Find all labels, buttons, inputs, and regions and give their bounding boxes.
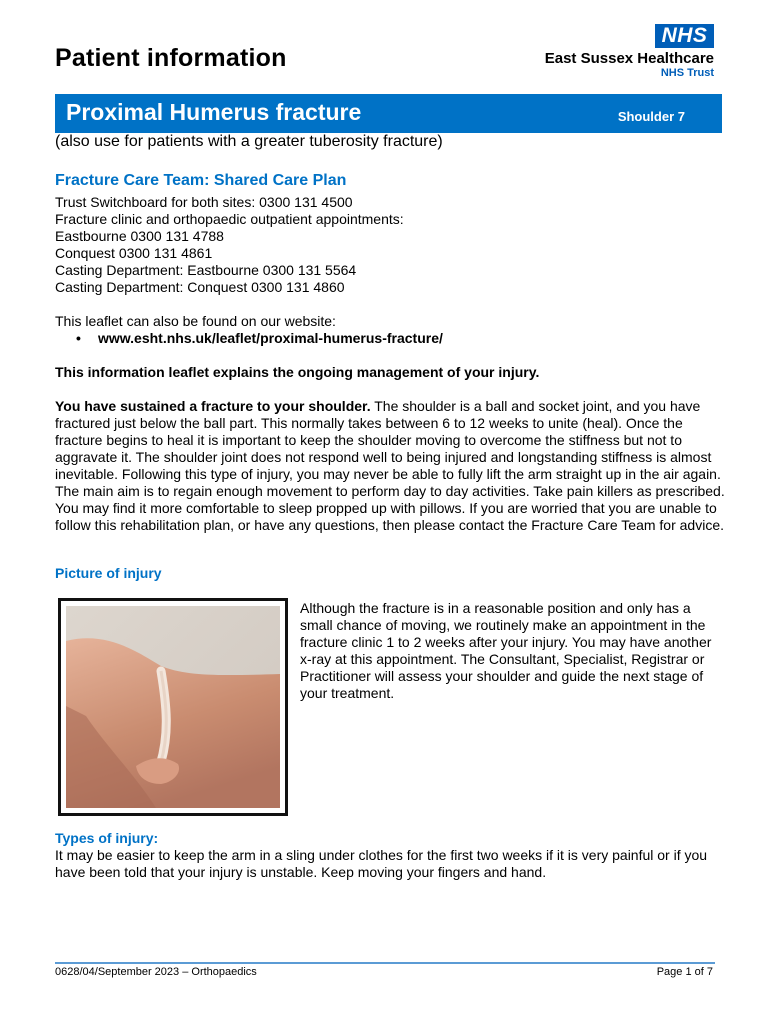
injury-photo — [58, 598, 288, 816]
picture-description: Although the fracture is in a reasonable position and only has a small chance of moving, we routinely make an appointment in the fracture clinic 1 to 2 weeks after your injury. You may have another x-ray at this appointment. The Consultant, Specialist, Registrar or Practitioner will assess your shoulder and guide the next stage of your treatment. — [300, 600, 712, 701]
page-number: Page 1 of 7 — [656, 966, 713, 978]
contact-line: Trust Switchboard for both sites: 0300 131 4500 — [55, 194, 353, 210]
title-bar — [55, 94, 722, 133]
contact-line: Casting Department: Conquest 0300 131 4860 — [55, 279, 345, 295]
team-heading: Fracture Care Team: Shared Care Plan — [55, 172, 347, 189]
nhs-logo: NHS — [655, 24, 714, 48]
types-paragraph: It may be easier to keep the arm in a sling under clothes for the first two weeks if it is very painful or if you have been told that your injury is unstable. Keep moving your fingers and hand. — [55, 847, 708, 880]
footer-reference: 0628/04/September 2023 – Orthopaedics — [55, 966, 257, 978]
picture-heading: Picture of injury — [55, 565, 162, 581]
leaflet-purpose: This information leaflet explains the ongoing management of your injury. — [55, 364, 540, 380]
shoulder-image — [66, 606, 280, 808]
organization-name: East Sussex Healthcare — [544, 50, 714, 67]
leaflet-subtitle: (also use for patients with a greater tuberosity fracture) — [55, 133, 443, 150]
website-intro: This leaflet can also be found on our website: — [55, 313, 336, 329]
contact-line: Casting Department: Eastbourne 0300 131 5564 — [55, 262, 357, 278]
contact-line: Fracture clinic and orthopaedic outpatient appointments: — [55, 211, 404, 227]
injury-lead: You have sustained a fracture to your shoulder. — [55, 398, 371, 414]
types-heading: Types of injury: — [55, 830, 159, 846]
leaflet-section-label: Shoulder 7 — [617, 109, 685, 124]
injury-paragraph — [55, 398, 725, 534]
contact-list — [55, 194, 404, 296]
website-link[interactable]: www.esht.nhs.uk/leaflet/proximal-humerus-fracture/ — [98, 330, 443, 346]
injury-body: The shoulder is a ball and socket joint, and you have fractured just below the ball part. This normally takes between 6 to 12 weeks to unite (heal). Once the fracture begins to heal it is important to keep the shoulder moving to overcome the stiffness but not to aggravate it. The shoulder joint does not respond well to being injured and longstanding stiffness is almost inevitable. Following this type of injury, you may never be able to fully lift the arm straight up in the air again. The main aim is to regain enough movement to perform day to day activities. Take pain killers as prescribed. You may find it more comfortable to sleep propped up with pillows. If you are worried that you are unable to follow this rehabilitation plan, or have any questions, then please contact the Fracture Care Team for advice. — [55, 398, 725, 533]
footer-divider — [55, 962, 715, 964]
contact-line: Eastbourne 0300 131 4788 — [55, 228, 224, 244]
website-list-item — [76, 330, 443, 346]
organization-subtitle: NHS Trust — [660, 67, 714, 79]
leaflet-title: Proximal Humerus fracture — [66, 99, 362, 125]
bullet-icon: • — [76, 330, 81, 346]
document-type-heading: Patient information — [55, 44, 287, 72]
contact-line: Conquest 0300 131 4861 — [55, 245, 213, 261]
